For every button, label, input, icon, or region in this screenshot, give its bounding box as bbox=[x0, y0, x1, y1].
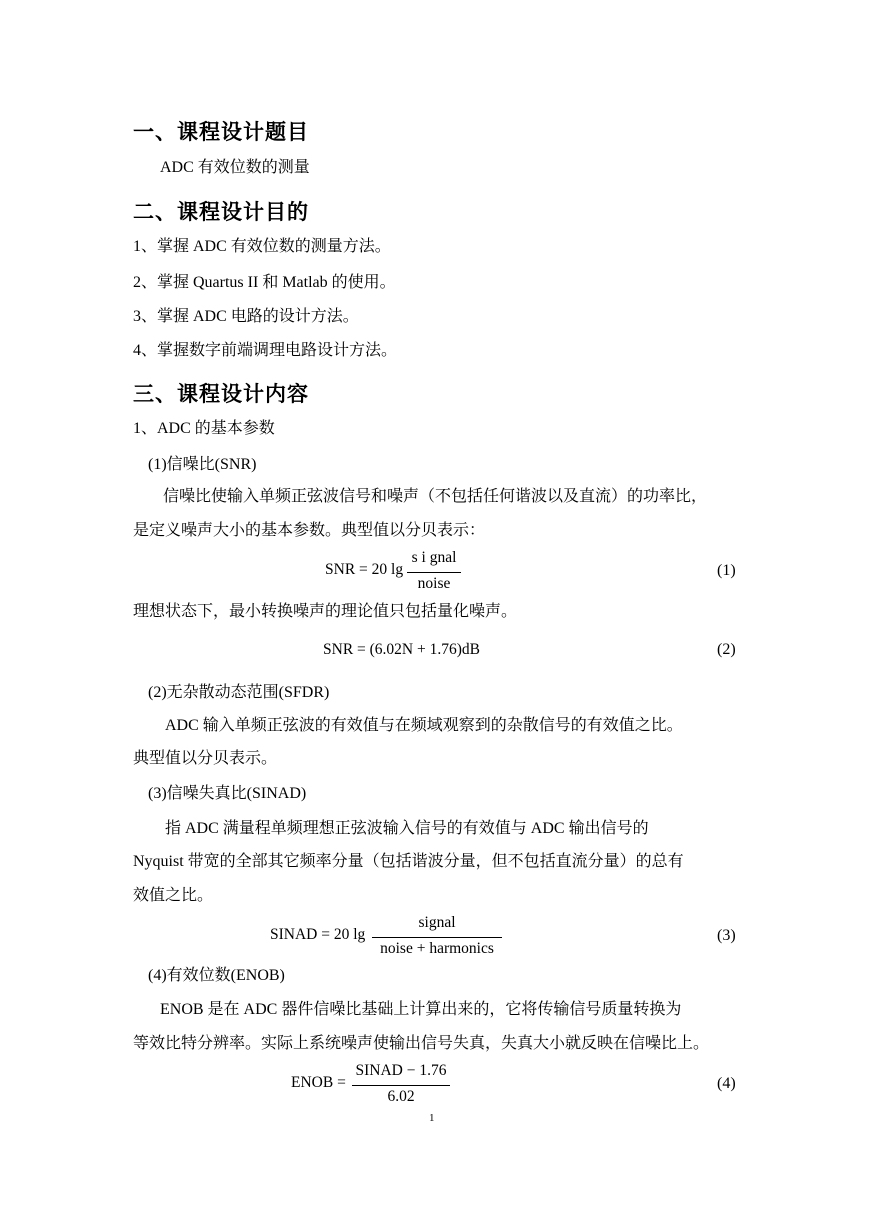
equation-3-number: (3) bbox=[717, 927, 736, 944]
enob-paragraph-line-1: ENOB 是在 ADC 器件信噪比基础上计算出来的，它将传输信号质量转换为 bbox=[160, 1001, 682, 1018]
sinad-paragraph-line-1: 指 ADC 满量程单频理想正弦波输入信号的有效值与 ADC 输出信号的 bbox=[165, 820, 649, 837]
equation-1-lhs: SNR = 20 lg bbox=[325, 561, 404, 578]
equation-1-number: (1) bbox=[717, 562, 736, 579]
equation-4-number: (4) bbox=[717, 1075, 736, 1092]
equation-4-fraction-bar bbox=[352, 1085, 450, 1086]
param-title-sinad: (3)信噪失真比(SINAD) bbox=[148, 785, 307, 802]
equation-4-lhs: ENOB = bbox=[291, 1074, 346, 1091]
sfdr-paragraph-line-1: ADC 输入单频正弦波的有效值与在频域观察到的杂散信号的有效值之比。 bbox=[165, 717, 683, 734]
equation-3-lhs: SINAD = 20 lg bbox=[270, 926, 366, 943]
equation-4-numerator: SINAD − 1.76 bbox=[355, 1062, 447, 1079]
equation-1-numerator: s i gnal bbox=[411, 549, 457, 566]
objective-item-4: 4、掌握数字前端调理电路设计方法。 bbox=[133, 342, 398, 359]
subsection-basic-params: 1、ADC 的基本参数 bbox=[133, 420, 275, 437]
objective-item-2: 2、掌握 Quartus II 和 Matlab 的使用。 bbox=[133, 274, 396, 291]
equation-2-number: (2) bbox=[717, 641, 736, 658]
equation-2: SNR = (6.02N + 1.76)dB bbox=[323, 641, 480, 658]
objective-item-3: 3、掌握 ADC 电路的设计方法。 bbox=[133, 308, 359, 325]
equation-4-denominator: 6.02 bbox=[387, 1088, 415, 1105]
param-title-snr: (1)信噪比(SNR) bbox=[148, 456, 257, 473]
design-topic: ADC 有效位数的测量 bbox=[160, 159, 310, 176]
sinad-paragraph-line-3: 效值之比。 bbox=[133, 887, 214, 904]
param-title-sfdr: (2)无杂散动态范围(SFDR) bbox=[148, 684, 330, 701]
sinad-paragraph-line-2: Nyquist 带宽的全部其它频率分量（包括谐波分量，但不包括直流分量）的总有 bbox=[133, 853, 684, 870]
equation-3-fraction-bar bbox=[372, 937, 502, 938]
sfdr-paragraph-line-2: 典型值以分贝表示。 bbox=[133, 750, 278, 767]
section-heading-2: 二、课程设计目的 bbox=[133, 200, 309, 224]
equation-1-denominator: noise bbox=[417, 575, 451, 592]
snr-paragraph-line-2: 是定义噪声大小的基本参数。典型值以分贝表示： bbox=[133, 522, 486, 539]
objective-item-1: 1、掌握 ADC 有效位数的测量方法。 bbox=[133, 238, 391, 255]
param-title-enob: (4)有效位数(ENOB) bbox=[148, 967, 285, 984]
page-number: 1 bbox=[429, 1112, 435, 1124]
equation-3-denominator: noise + harmonics bbox=[380, 940, 494, 957]
enob-paragraph-line-2: 等效比特分辨率。实际上系统噪声使输出信号失真，失真大小就反映在信噪比上。 bbox=[133, 1035, 710, 1052]
section-heading-1: 一、课程设计题目 bbox=[133, 120, 309, 144]
equation-3-numerator: signal bbox=[418, 914, 456, 931]
equation-1-fraction-bar bbox=[407, 572, 461, 573]
snr-paragraph-line-1: 信噪比使输入单频正弦波信号和噪声（不包括任何谐波以及直流）的功率比， bbox=[163, 488, 708, 505]
section-heading-3: 三、课程设计内容 bbox=[133, 382, 309, 406]
ideal-noise-sentence: 理想状态下，最小转换噪声的理论值只包括量化噪声。 bbox=[133, 603, 518, 620]
